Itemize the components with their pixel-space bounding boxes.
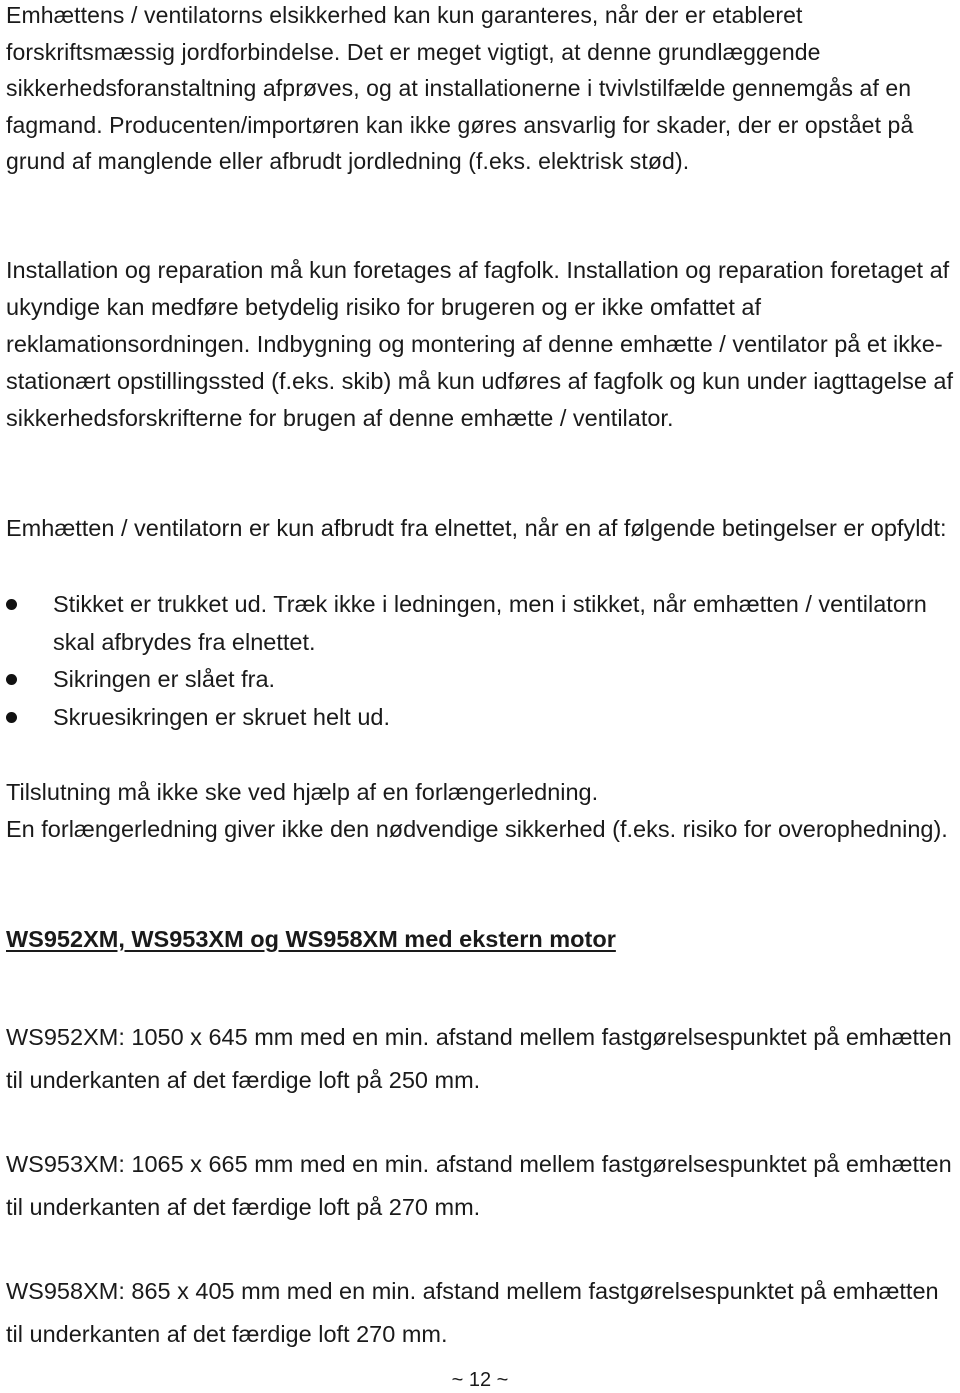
spec-paragraph-ws958xm: WS958XM: 865 x 405 mm med en min. afstand mellem fastgørelsespunktet på emhætten til underkanten af det færdige loft 270 mm. (6, 1277, 939, 1347)
bullet-icon (6, 599, 17, 610)
extension-cord-paragraph (6, 774, 954, 848)
page-number: ~ 12 ~ (451, 1369, 509, 1391)
spec-paragraph-ws952xm: WS952XM: 1050 x 645 mm med en min. afstand mellem fastgørelsespunktet på emhætten til underkanten af det færdige loft på 250 mm. (6, 1023, 952, 1093)
safety-paragraph: Emhættens / ventilatorns elsikkerhed kan kun garanteres, når der er etableret forskriftsmæssig jordforbindelse. Det er meget vigtigt, at denne grundlæggende sikkerhedsforanstaltning afprøves, og at installationerne i tvivlstilfælde gennemgås af en fagmand. Producenten/importøren kan ikke gøres ansvarlig for skader, der er opstået på grund af manglende eller afbrudt jordledning (f.eks. elektrisk stød). (6, 2, 914, 174)
section-heading: WS952XM, WS953XM og WS958XM med ekstern motor (6, 926, 616, 952)
extension-cord-line: Tilslutning må ikke ske ved hjælp af en forlængerledning. (6, 779, 599, 805)
list-item-text: Skruesikringen er skruet helt ud. (53, 703, 390, 730)
list-item-text: Sikringen er slået fra. (53, 666, 276, 692)
list-item-text: Stikket er trukket ud. Træk ikke i ledningen, men i stikket, når emhætten / ventilatorn skal afbrydes fra elnettet. (53, 591, 927, 655)
disconnect-conditions-list (6, 586, 954, 736)
list-item (6, 661, 954, 699)
bullet-icon (6, 674, 17, 685)
list-item (6, 586, 954, 661)
list-item (6, 699, 954, 737)
extension-cord-line: En forlængerledning giver ikke den nødvendige sikkerhed (f.eks. risiko for overophedning). (6, 816, 948, 842)
spec-paragraph-ws953xm: WS953XM: 1065 x 665 mm med en min. afstand mellem fastgørelsespunktet på emhætten til underkanten af det færdige loft på 270 mm. (6, 1150, 952, 1220)
installation-paragraph: Installation og reparation må kun foretages af fagfolk. Installation og reparation foretaget af ukyndige kan medføre betydelig risiko for brugeren og er ikke omfattet af reklamationsordningen. Indbygning og montering af denne emhætte / ventilator på et ikke-stationært opstillingssted (f.eks. skib) må kun udføres af fagfolk og kun under iagttagelse af sikkerhedsforskrifterne for brugen af denne emhætte / ventilator. (6, 257, 954, 431)
bullet-icon (6, 712, 17, 723)
disconnect-intro-paragraph: Emhætten / ventilatorn er kun afbrudt fra elnettet, når en af følgende betingelser er opfyldt: (6, 515, 947, 541)
